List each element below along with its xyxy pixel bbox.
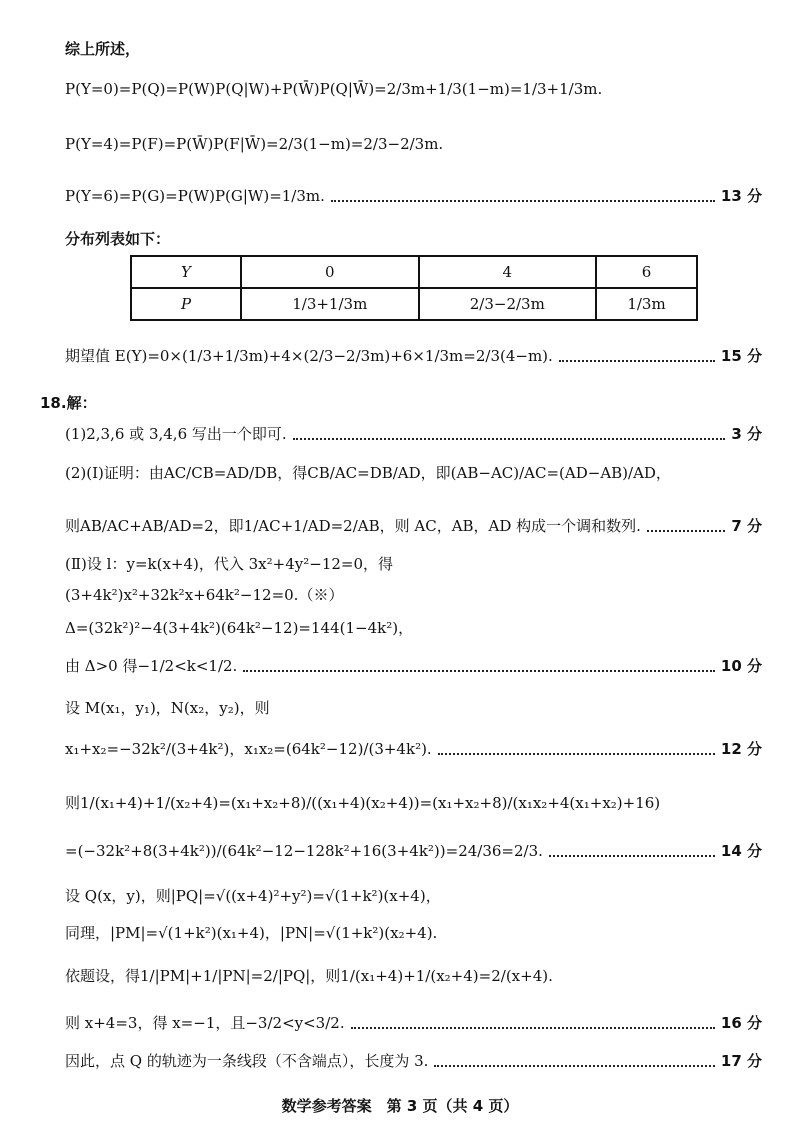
part3-line-f: x₁+x₂=−32k²/(3+4k²)，x₁x₂=(64k²−12)/(3+4k²). 12 分 [65,740,762,758]
part3-line-h: =(−32k²+8(3+4k²))/(64k²−12−128k²+16(3+4k²))=24/36=2/3. 14 分 [65,841,762,860]
question-18-heading: 18.解： [40,394,97,412]
table-cell: 0 [241,256,419,288]
prob-y4-line [65,135,762,153]
part3-line-i: 设 Q(x，y)，则|PQ|=√((x+4)²+y²)=√(1+k²)(x+4)， [65,887,441,905]
part3-line-c: Δ=(32k²)²−4(3+4k²)(64k²−12)=144(1−4k²)， [65,619,414,637]
part3-line-d: 由 Δ>0 得−1/2<k<1/2. 10 分 [65,657,762,675]
summary-heading: 综上所述， [65,40,141,58]
score-14: 14 分 [720,842,762,860]
leader-dots [331,200,715,202]
table-cell: 1/3m [596,288,697,320]
prob-y6-line [65,185,762,206]
score-15: 15 分 [720,347,762,365]
part3-line-l: 则 x+4=3，得 x=−1，且−3/2<y<3/2. 16 分 [65,1014,762,1032]
table-cell: P [131,288,241,320]
leader-dots [438,753,715,755]
table-intro: 分布列表如下： [65,230,171,248]
part3-line-b: (3+4k²)x²+32k²x+64k²−12=0.（※） [65,586,344,604]
leader-dots [351,1027,715,1029]
score-10: 10 分 [720,657,762,675]
prob-y0-line [65,80,762,98]
leader-dots [434,1065,714,1067]
part2-proof-line-2: 则AB/AC+AB/AD=2，即1/AC+1/AD=2/AB，则 AC，AB，AD 构成一个调和数列. 7 分 [65,517,762,535]
score-3: 3 分 [731,425,762,443]
leader-dots [559,360,715,362]
prob-y4: P(Y=4)=P(F)=P(W̄)P(F|W̄)=2/3(1−m)=2/3−2/3m. [65,135,444,153]
table-cell: 2/3−2/3m [419,288,597,320]
part3-line-j: 同理，|PM|=√(1+k²)(x₁+4)，|PN|=√(1+k²)(x₂+4). [65,924,438,942]
part3-line-g: 则1/(x₁+4)+1/(x₂+4)=(x₁+x₂+8)/((x₁+4)(x₂+4))=(x₁+x₂+8)/(x₁x₂+4(x₁+x₂)+16) [65,794,661,812]
expectation-line [65,345,762,366]
table-cell: 6 [596,256,697,288]
leader-dots [549,855,715,857]
part3-line-m: 因此，点 Q 的轨迹为一条线段（不含端点），长度为 3. 17 分 [65,1052,762,1070]
table-row-header [131,256,697,288]
table-row-prob [131,288,697,320]
score-12: 12 分 [720,740,762,758]
score-16: 16 分 [720,1014,762,1032]
distribution-table [130,255,698,321]
part1-line: (1)2,3,6 或 3,4,6 写出一个即可. 3 分 [65,425,762,443]
expectation: 期望值 E(Y)=0×(1/3+1/3m)+4×(2/3−2/3m)+6×1/3m=2/3(4−m). [65,347,553,365]
prob-y6: P(Y=6)=P(G)=P(W)P(G|W)=1/3m. [65,186,325,205]
leader-dots [647,530,725,532]
table-cell: Y [131,256,241,288]
score-13: 13 分 [720,187,762,205]
score-17: 17 分 [720,1052,762,1070]
prob-y0: P(Y=0)=P(Q)=P(W)P(Q|W)+P(W̄)P(Q|W̄)=2/3m+1/3(1−m)=1/3+1/3m. [65,80,603,98]
part3-line-k: 依题设，得1/|PM|+1/|PN|=2/|PQ|，则1/(x₁+4)+1/(x₂+4)=2/(x+4). [65,967,553,985]
part2-proof-line-1: (2)(Ⅰ)证明：由AC/CB=AD/DB，得CB/AC=DB/AD，即(AB−AC)/AC=(AD−AB)/AD， [65,464,671,482]
leader-dots [293,438,726,440]
page-footer: 数学参考答案 第 3 页（共 4 页） [281,1097,519,1115]
leader-dots [243,670,715,672]
part3-line-e: 设 M(x₁，y₁)，N(x₂，y₂)，则 [65,699,270,717]
table-cell: 4 [419,256,597,288]
table-cell: 1/3+1/3m [241,288,419,320]
score-7: 7 分 [731,517,762,535]
part3-line-a: (Ⅱ)设 l：y=k(x+4)，代入 3x²+4y²−12=0，得 [65,555,394,573]
